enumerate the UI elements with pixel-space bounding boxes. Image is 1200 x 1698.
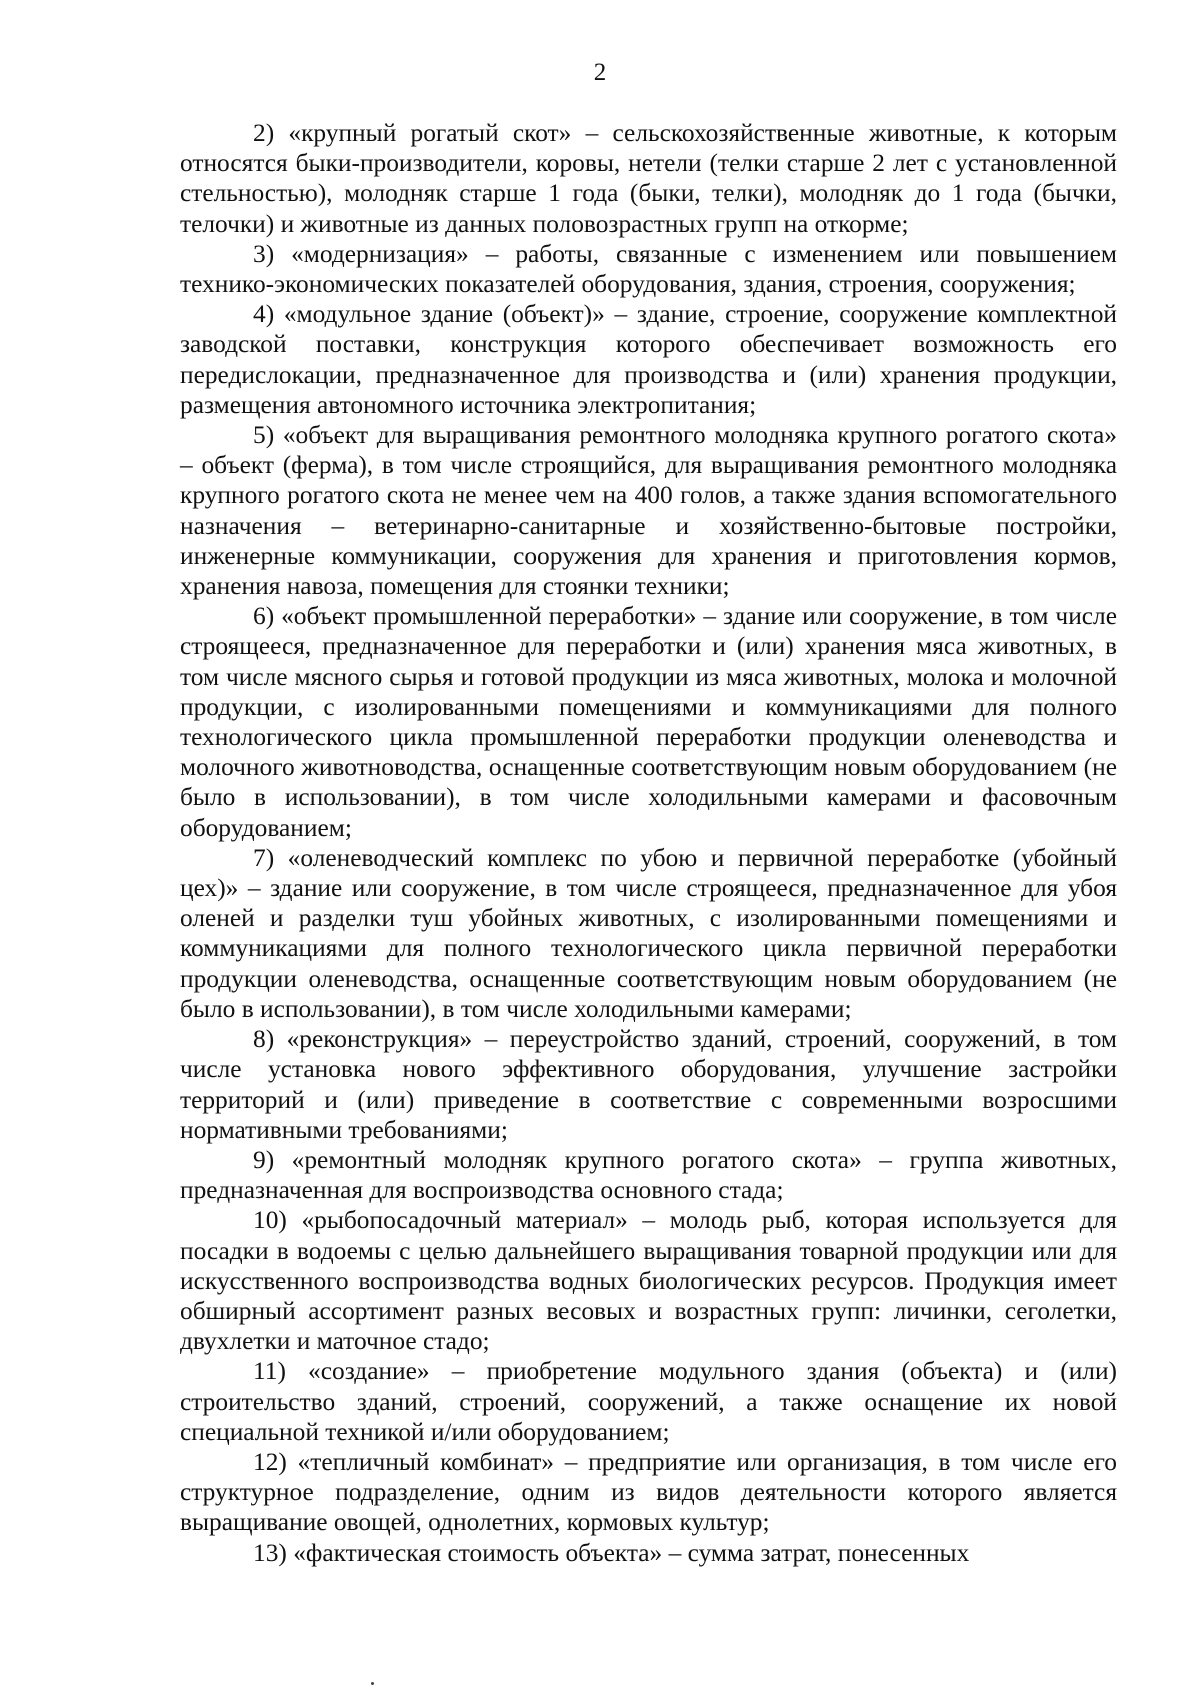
page-number: 2 [593, 59, 607, 86]
definition-paragraph: 10) «рыбопосадочный материал» – молодь рыб, которая используется для посадки в водоемы с целью дальнейшего выращивания товарной продукции или для искусственного воспроизводства водных биологических ресурсов. Продукция имеет обширный ассортимент разных весовых и возрастных групп: личинки, сеголетки, двухлетки и маточное стадо; [180, 1206, 1117, 1356]
definition-paragraph: 7) «оленеводческий комплекс по убою и первичной переработке (убойный цех)» – здание или сооружение, в том числе строящееся, предназначенное для убоя оленей и разделки туш убойных животных, с изолированными помещениями и коммуникациями для полного технологического цикла первичной переработки продукции оленеводства, оснащенные соответствующим новым оборудованием (не было в использовании), в том числе холодильными камерами; [180, 843, 1117, 1023]
definition-paragraph: 2) «крупный рогатый скот» – сельскохозяйственные животные, к которым относятся быки-производители, коровы, нетели (телки старше 2 лет с установленной стельностью), молодняк старше 1 года (быки, телки), молодняк до 1 года (бычки, телочки) и животные из данных половозрастных групп на откорме; [180, 119, 1117, 238]
definition-paragraph: 12) «тепличный комбинат» – предприятие или организация, в том числе его структурное подразделение, одним из видов деятельности которого является выращивание овощей, однолетних, кормовых культур; [180, 1447, 1117, 1537]
scan-speck [371, 1682, 374, 1685]
definition-paragraph: 4) «модульное здание (объект)» – здание, строение, сооружение комплектной заводской поставки, конструкция которого обеспечивает возможность его передислокации, предназначенное для производства и (или) хранения продукции, размещения автономного источника электропитания; [180, 300, 1117, 419]
definition-paragraph: 13) «фактическая стоимость объекта» – сумма затрат, понесенных [253, 1538, 970, 1567]
definition-paragraph: 6) «объект промышленной переработки» – здание или сооружение, в том числе строящееся, предназначенное для переработки и (или) хранения мяса животных, в том числе мясного сырья и готовой продукции из мяса животных, молока и молочной продукции, с изолированными помещениями и коммуникациями для полного технологического цикла промышленной переработки продукции оленеводства и молочного животноводства, оснащенные соответствующим новым оборудованием (не было в использовании), в том числе холодильными камерами и фасовочным оборудованием; [180, 602, 1117, 842]
definition-paragraph: 9) «ремонтный молодняк крупного рогатого скота» – группа животных, предназначенная для воспроизводства основного стада; [180, 1145, 1117, 1205]
definition-paragraph: 8) «реконструкция» – переустройство зданий, строений, сооружений, в том числе установка нового эффективного оборудования, улучшение застройки территорий и (или) приведение в соответствие с современными возросшими нормативными требованиями; [180, 1025, 1117, 1144]
definition-paragraph: 5) «объект для выращивания ремонтного молодняка крупного рогатого скота» – объект (ферма), в том числе строящийся, для выращивания ремонтного молодняка крупного рогатого скота не менее чем на 400 голов, а также здания вспомогательного назначения – ветеринарно-санитарные и хозяйственно-бытовые постройки, инженерные коммуникации, сооружения для хранения и приготовления кормов, хранения навоза, помещения для стоянки техники; [180, 421, 1117, 601]
document-body [180, 118, 1117, 1568]
definition-paragraph: 3) «модернизация» – работы, связанные с изменением или повышением технико-экономических показателей оборудования, здания, строения, сооружения; [180, 239, 1117, 299]
definition-paragraph: 11) «создание» – приобретение модульного здания (объекта) и (или) строительство зданий, строений, сооружений, а также оснащение их новой специальной техникой и/или оборудованием; [180, 1357, 1117, 1446]
